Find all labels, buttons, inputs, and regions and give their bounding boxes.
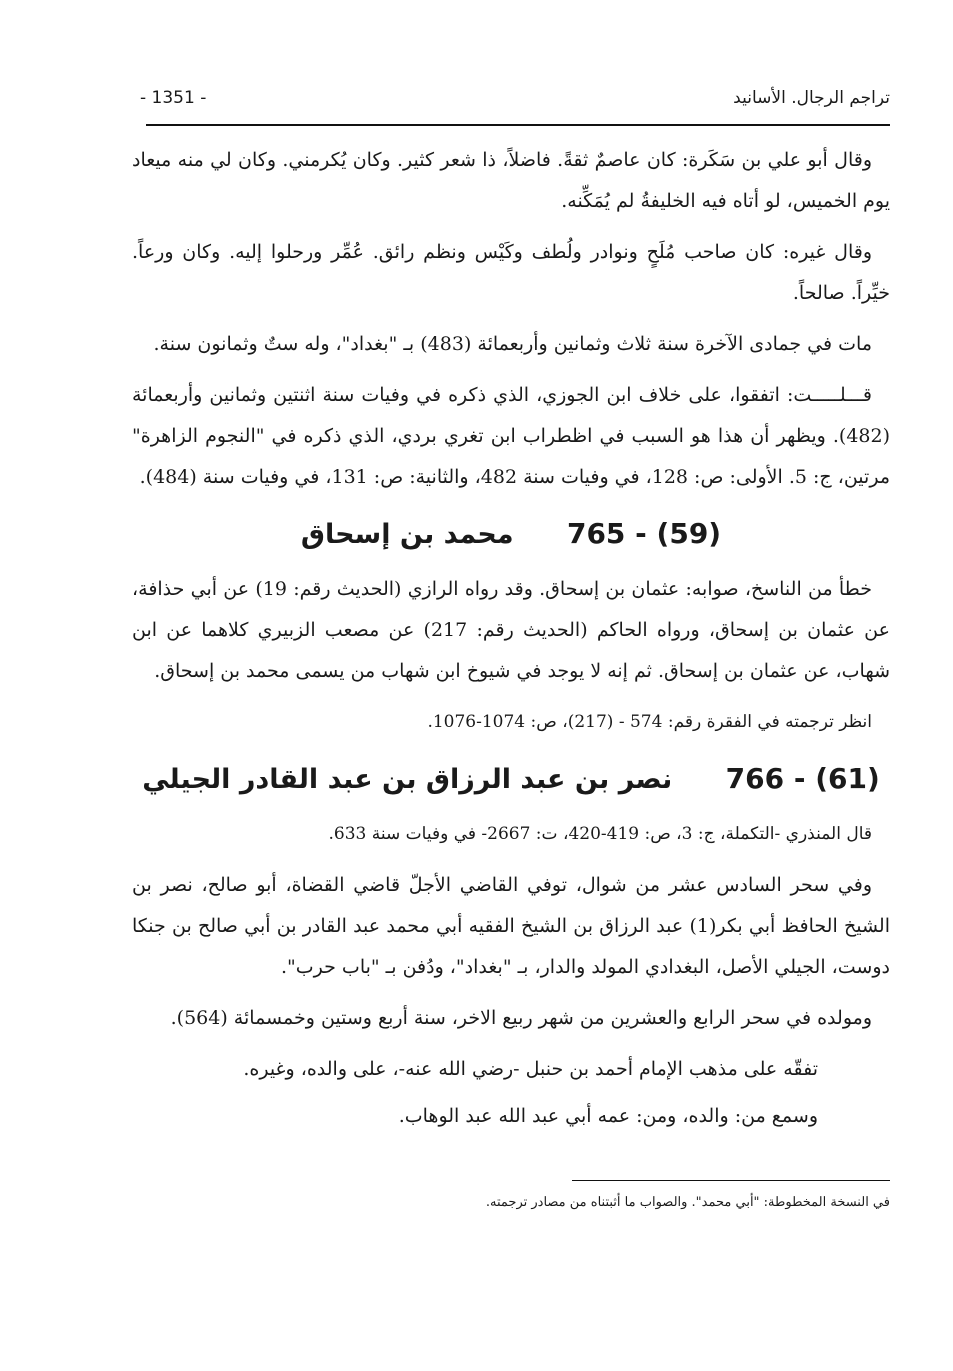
paragraph: مات في جمادى الآخرة سنة ثلاث وثمانين وأربعمائة (483) بـ "بغداد"، وله ستٌ وثمانون سنة. [153,333,872,355]
header-rule [146,124,890,126]
paragraph: خطأ من الناسخ، صوابه: عثمان بن إسحاق. وقد رواه الرازي (الحديث رقم: 19) عن أبي حذافة، عن عثمان بن إسحاق، ورواه الحاكم (الحديث رقم: 217) عن مصعب الزبيري كلاهما عن ابن شهاب، عن عثمان بن إسحاق. ثم إنه لا يوجد في شيوخ ابن شهاب من يسمى محمد بن إسحاق. [132,578,890,682]
entry-number: 766 - (61) [725,762,880,795]
entry-name: محمد بن إسحاق [300,519,514,550]
entry-number: 765 - (59) [566,517,722,550]
footnote-rule [572,1180,890,1181]
entry-heading-765 [132,508,890,561]
paragraph: وقال أبو علي بن سَكَرة: كان عاصمٌ ثقةً. فاضلاً، ذا شعر كثير. وكان يُكرمني. وكان لي منه ميعاد يوم الخميس، لو أتاه فيه الخليفةُ لم يُمَكِّنه. [132,149,890,212]
paragraph: ومولده في سحر الرابع والعشرين من شهر ربيع الاخر، سنة أربع وستين وخمسمائة (564). [170,1007,872,1029]
page-header [132,88,890,118]
page-number: - 1351 - [140,88,207,108]
running-title: تراجم الرجال. الأسانيد [733,88,890,108]
paragraph: قـــلـــــت: اتفقوا، على خلاف ابن الجوزي، الذي ذكره في وفيات سنة اثنتين وثمانين وأربعمائة (482). ويظهر أن هذا هو السبب في اظطراب ابن تغري بردي، الذي ذكره في "النجوم الزاهرة" مرتين، ج: 5. الأولى: ص: 128، في وفيات سنة 482، والثانية: ص: 131، في وفيات سنة (484). [132,384,890,488]
page-body [132,140,890,1143]
paragraph: تفقّه على مذهب الإمام أحمد بن حنبل -رضي الله عنه-، على والده، وغيره. [243,1058,818,1080]
entry-heading-766 [132,753,890,806]
source-citation: قال المنذري -التكملة، ج: 3، ص: 419-420، ت: 2667- في وفيات سنة 633. [328,824,872,844]
footnote: في النسخة المخطوطة: "أبي محمد". والصواب ما أثبتناه من مصادر ترجمته. [485,1195,890,1210]
cross-reference: انظر ترجمته في الفقرة رقم: 574 - (217)، ص: 1074-1076. [427,712,872,732]
entry-name: نصر بن عبد الرزاق بن عبد القادر الجيلي [142,764,673,795]
paragraph: وقال غيره: كان صاحب مُلَحٍ ونوادر ولُطف وكَيْس ونظم رائق. عُمِّر ورحلوا إليه. وكان ورعاً. خيِّراً. صالحاً. [132,241,890,304]
paragraph: وسمع من: والده، ومن: عمه أبي عبد الله عبد الوهاب. [398,1105,818,1127]
paragraph: وفي سحر السادس عشر من شوال، توفي القاضي الأجلّ قاضي القضاة، أبو صالح، نصر بن الشيخ الحافظ أبي بكر(1) عبد الرزاق بن الشيخ الفقيه أبي محمد عبد القادر بن أبي صالح بن جنكا دوست، الجيلي الأصل، البغدادي المولد والدار، بـ "بغداد"، ودُفن بـ "باب حرب". [132,874,890,978]
